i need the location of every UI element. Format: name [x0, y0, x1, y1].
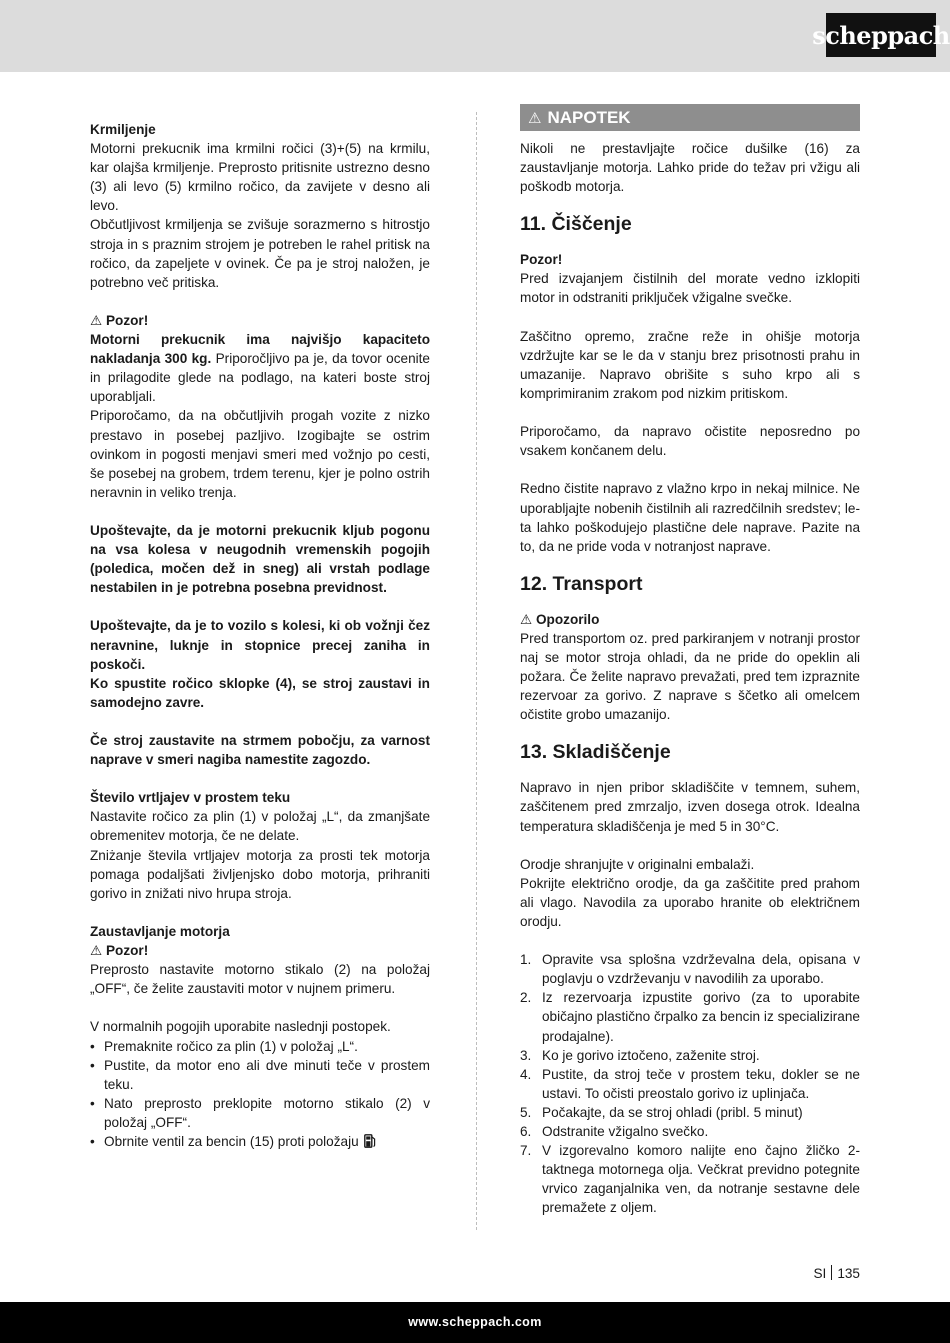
transport-warning: ⚠ Opozorilo [520, 611, 600, 627]
right-column [520, 104, 860, 1218]
list-item [520, 988, 860, 1045]
list-number: 1. [520, 952, 532, 968]
footer-bar [0, 1302, 950, 1343]
storage-paragraph-1: Napravo in njen pribor skladiščite v temnem, suhem, zaščitenem pred zmrzaljo, izven dosega otrok. Idealna temperatura skladiščenja je med 5 in 30°C. [520, 780, 860, 834]
website-link[interactable]: www.scheppach.com [408, 1315, 542, 1329]
list-text: Počakajte, da se stroj ohladi (pribl. 5 minut) [542, 1104, 803, 1120]
idle-paragraph-1: Nastavite ročico za plin (1) v položaj „L“, da zmanjšate obremenitev motorja, če ne delate. [90, 809, 430, 844]
steering-paragraph-2: Občutljivost krmiljenja se zvišuje sorazmerno s hitrostjo stroja in s praznim strojem je potreben le rahel pritisk na ročico, da zapeljete v ovinek. Če pa je stroj naložen, je potrebno več pritiska. [90, 217, 430, 290]
scheppach-logo: scheppach [826, 13, 936, 57]
list-item: • Premaknite ročico za plin (1) v položaj „L“. [90, 1037, 430, 1056]
section-number: 12. [520, 572, 548, 595]
column-divider [476, 112, 477, 1230]
storage-steps-list [520, 950, 860, 1217]
list-text: Opravite vsa splošna vzdrževalna dela, opisana v poglavju o vzdrževanju v navodilih za uporabo. [542, 952, 860, 987]
header-bar [0, 0, 950, 72]
list-number: 3. [520, 1047, 532, 1063]
page-number-value: 135 [837, 1266, 860, 1281]
list-number: 2. [520, 990, 532, 1006]
steering-title: Krmiljenje [90, 122, 156, 137]
notice-title: NAPOTEK [547, 108, 631, 127]
stop-paragraph-2: V normalnih pogojih uporabite naslednji postopek. [90, 1019, 391, 1035]
list-number: 4. [520, 1066, 532, 1082]
cleaning-paragraph-2: Zaščitno opremo, zračne reže in ohišje motorja vzdržujte kar se le da v stanju brez prisotnosti prahu in umazanije. Napravo obrišite s suho krpo ali s komprimiranim zrakom pod nizkim pritiskom. [520, 328, 860, 401]
notice-text: Nikoli ne prestavljajte ročice dušilke (16) za zaustavljanje motorja. Lahko pride do težav pri vžigu ali poškodb motorja. [520, 141, 860, 195]
cleaning-caution: Pozor! [520, 252, 563, 268]
separator [831, 1265, 832, 1280]
list-number: 5. [520, 1104, 532, 1120]
list-item: • Pustite, da motor eno ali dve minuti teče v prostem teku. [90, 1056, 430, 1094]
storage-paragraph-3: Pokrijte električno orodje, da ga zaščitite pred prahom ali vlago. Navodila za uporabo hranite ob električnem orodju. [520, 875, 860, 929]
language-code: SI [813, 1266, 827, 1281]
section-number: 13. [520, 741, 548, 764]
caution-text: Priporočljivo pa je, da tovor ocenite in prilagodite glede na podlago, na kateri boste stroj uporabljali. [90, 351, 430, 405]
caution-paragraph [90, 330, 430, 406]
list-item-text: Obrnite ventil za bencin (15) proti položaju [104, 1133, 359, 1149]
left-column [90, 120, 430, 1151]
list-item: • Nato preprosto preklopite motorno stikalo (2) v položaj „OFF“. [90, 1094, 430, 1132]
list-number: 6. [520, 1124, 532, 1140]
list-text: Ko je gorivo iztočeno, zaženite stroj. [542, 1047, 760, 1063]
section-title: Čiščenje [551, 213, 632, 236]
caution-paragraph-2: Priporočamo, da na občutljivih progah vozite z nizko prestavo in posebej pazljivo. Izogibajte se ostrim ovinkom in pogosti menjavi smeri med vožnjo po cesti, še posebej na grobem, trdem terenu, kjer je polno ostrih neravnin in veliko trenja. [90, 408, 430, 500]
warning-icon: ⚠ [528, 110, 542, 127]
caution-bold-text: Motorni prekucnik ima najvišjo kapaciteto nakladanja 300 kg. [90, 332, 430, 367]
cleaning-paragraph-4: Redno čistite napravo z vlažno krpo in nekaj milnice. Ne uporabljajte nobenih čistilnih ali razredčilnih sredstev; le-ta lahko poškodujejo plastične dele naprave. Pazite na to, da ne pride voda v notranjost naprave. [520, 481, 860, 554]
cleaning-paragraph-3: Priporočamo, da napravo očistite neposredno po vsakem končanem delu. [520, 424, 860, 459]
list-item [520, 950, 860, 988]
cleaning-paragraph-1: Pred izvajanjem čistilnih del morate vedno izklopiti motor in odstraniti priključek vžigalne svečke. [520, 271, 860, 306]
steering-paragraph-1: Motorni prekucnik ima krmilni ročici (3)+(5) na krmilu, kar olajša krmiljenje. Preprosto pritisnite ustrezno desno (3) ali levo (5) krmilno ročico, da zavijete v desno ali levo. [90, 141, 430, 214]
caution-label: ⚠ Pozor! [90, 312, 149, 328]
list-item [520, 1141, 860, 1217]
section-number: 11. [520, 213, 547, 236]
stop-paragraph-1: Preprosto nastavite motorno stikalo (2) na položaj „OFF“, če želite zaustaviti motor v nujnem primeru. [90, 962, 430, 997]
section-transport-heading [520, 572, 860, 596]
section-storage-heading [520, 740, 860, 764]
list-text: Odstranite vžigalno svečko. [542, 1124, 709, 1140]
list-item [520, 1046, 860, 1065]
list-text: Pustite, da stroj teče v prostem teku, dokler se ne ustavi. To očisti preostalo gorivo iz uplinjača. [542, 1066, 860, 1101]
stop-caution: ⚠ Pozor! [90, 943, 149, 959]
clutch-notice: Ko spustite ročico sklopke (4), se stroj zaustavi in samodejno zavre. [90, 675, 430, 710]
list-item [90, 1132, 430, 1151]
notice-box [520, 104, 860, 131]
fuel-pump-icon [364, 1134, 376, 1148]
list-text: Iz rezervoarja izpustite gorivo (za to uporabite običajno plastično črpalko za bencin iz specializirane prodajalne). [542, 990, 860, 1044]
idle-title: Število vrtljajev v prostem teku [90, 790, 291, 806]
storage-paragraph-2: Orodje shranjujte v originalni embalaži. [520, 856, 755, 872]
list-item [520, 1103, 860, 1122]
bumps-notice: Upoštevajte, da je to vozilo s kolesi, ki ob vožnji čez neravnine, luknje in stopnice precej zaniha in poskoči. [90, 618, 430, 672]
section-cleaning-heading [520, 212, 860, 236]
stop-steps-list [90, 1037, 430, 1152]
idle-paragraph-2: Zniżanje števila vrtljajev motorja za prosti tek motorja pomaga podaljšati življenjsko dobo motorja, prihraniti gorivo in znižati nivo hrupa stroja. [90, 847, 430, 901]
stop-title: Zaustavljanje motorja [90, 923, 230, 939]
section-title: Transport [552, 572, 643, 595]
weather-notice: Upoštevajte, da je motorni prekucnik kljub pogonu na vsa kolesa v neugodnih vremenskih pogojih (poledica, močen dež in sneg) ali vrstah podlage nestabilen in je potrebna posebna previdnost. [90, 522, 430, 596]
list-number: 7. [520, 1143, 532, 1159]
page-number [800, 1265, 860, 1281]
list-item [520, 1065, 860, 1103]
slope-notice: Če stroj zaustavite na strmem pobočju, za varnost naprave v smeri nagiba namestite zagozdo. [90, 733, 430, 768]
transport-paragraph: Pred transportom oz. pred parkiranjem v notranji prostor naj se motor stroja ohladi, da ne pride do opeklin ali požara. Če želite napravo prevažati, pred tem izpraznite rezervoar za gorivo. Z naprave s ščetko ali omelcem očistite grobo umazanijo. [520, 630, 860, 723]
list-item [520, 1122, 860, 1141]
list-text: V izgorevalno komoro nalijte eno čajno žličko 2-taktnega motornega olja. Večkrat previdno potegnite vrvico zaganjalnika ven, da notranje sestavne dele premažete z oljem. [542, 1143, 860, 1216]
section-title: Skladiščenje [552, 741, 671, 764]
